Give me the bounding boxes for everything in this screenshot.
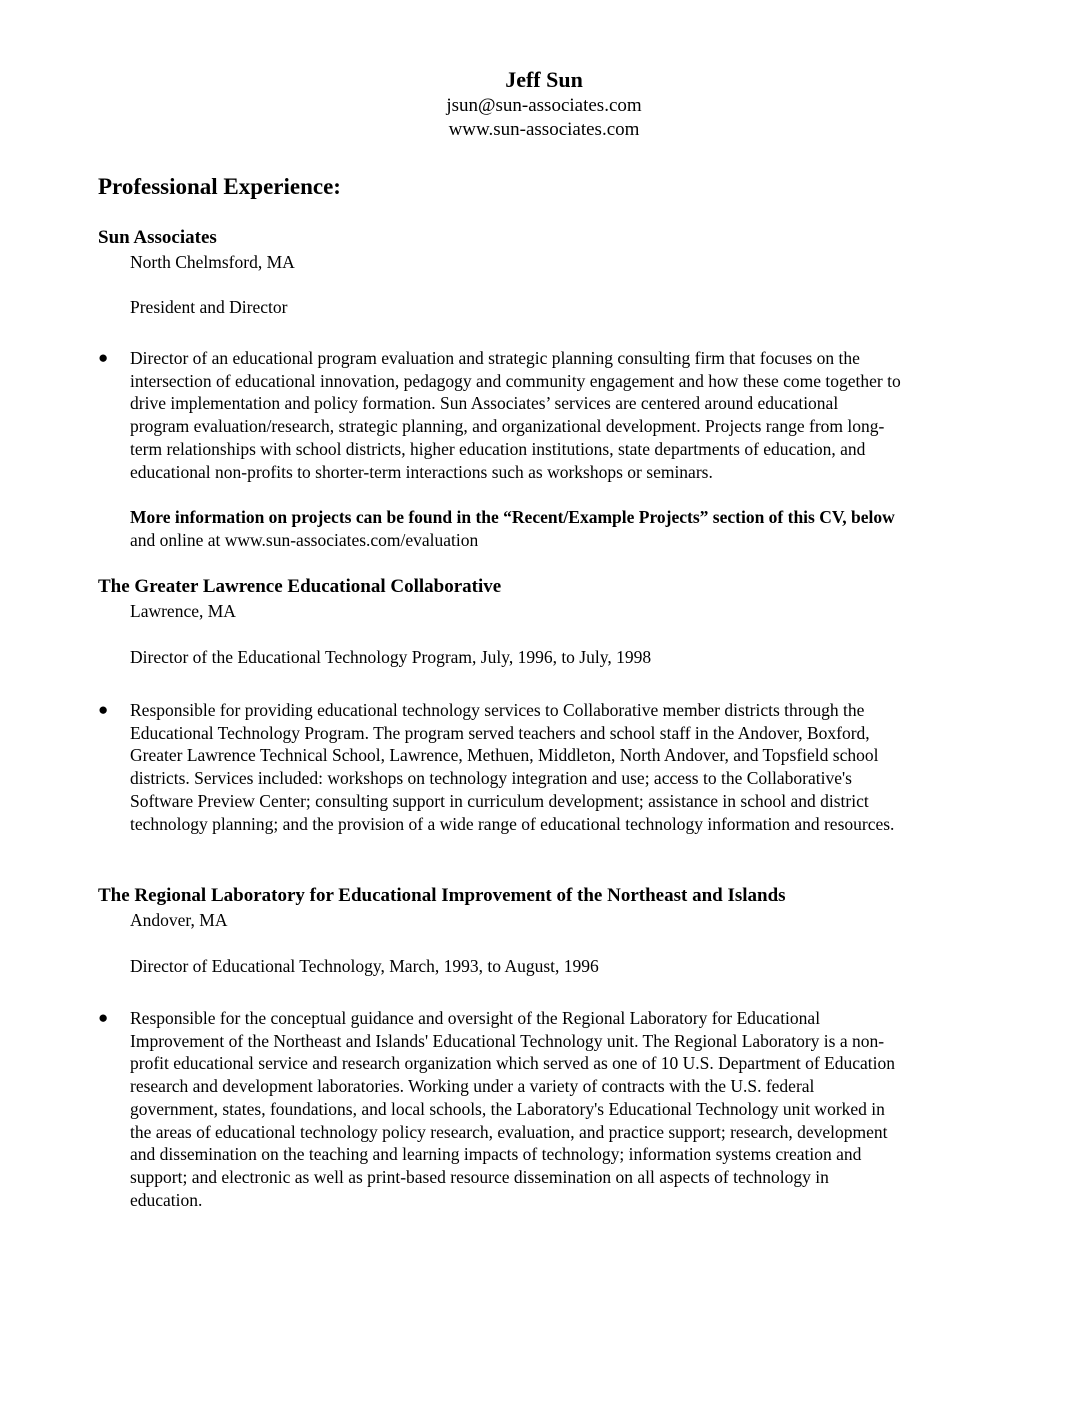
- section-title: Professional Experience:: [98, 174, 341, 199]
- description-line: the areas of educational technology policy research, evaluation, and practice support; research, development: [130, 1121, 888, 1142]
- description-line: Software Preview Center; consulting support in curriculum development; assistance in school and district: [130, 790, 869, 811]
- description-line: Responsible for the conceptual guidance and oversight of the Regional Laboratory for Educational: [130, 1008, 821, 1028]
- bullet-icon: ●: [98, 348, 109, 367]
- job-org: The Greater Lawrence Educational Collaborative: [98, 576, 502, 597]
- bullet-icon: ●: [98, 1008, 109, 1027]
- description-line: Director of an educational program evaluation and strategic planning consulting firm that focuses on the: [130, 348, 860, 368]
- job-role: Director of the Educational Technology Program, July, 1996, to July, 1998: [130, 647, 652, 667]
- job-location: Andover, MA: [130, 910, 228, 930]
- description-line: Responsible for providing educational technology services to Collaborative member districts through the: [130, 700, 865, 720]
- description-line: research and development laboratories. Working under a variety of contracts with the U.S. federal: [130, 1076, 815, 1097]
- description-line: districts. Services included: workshops on technology integration and use; access to the Collaborative's: [130, 768, 852, 789]
- description-line: government, states, foundations, and local schools, the Laboratory's Educational Technology unit worked in: [130, 1098, 885, 1119]
- job-role: President and Director: [130, 297, 288, 317]
- person-name: Jeff Sun: [505, 67, 583, 92]
- description-line: educational non-profits to shorter-term interactions such as workshops or seminars.: [130, 461, 713, 482]
- description-line: technology planning; and the provision of a wide range of educational technology information and resources.: [130, 813, 895, 834]
- description-line: Improvement of the Northeast and Islands' Educational Technology unit. The Regional Laboratory is a non-: [130, 1030, 885, 1051]
- projects-note-bold: More information on projects can be found in the “Recent/Example Projects” section of this CV, below: [130, 507, 895, 527]
- description-line: program evaluation/research, strategic planning, and organizational development. Projects range from long-: [130, 416, 885, 437]
- bullet-icon: ●: [98, 700, 109, 719]
- job-location: North Chelmsford, MA: [130, 252, 295, 272]
- job-location: Lawrence, MA: [130, 601, 236, 621]
- job-description: [130, 699, 1010, 835]
- cv-header: [0, 66, 1088, 142]
- description-line: intersection of educational innovation, pedagogy and community engagement and how these come together to: [130, 370, 901, 391]
- job-description: [130, 347, 1010, 483]
- job-role: Director of Educational Technology, March, 1993, to August, 1996: [130, 956, 599, 976]
- projects-note-link[interactable]: and online at www.sun-associates.com/evaluation: [130, 529, 479, 550]
- description-line: term relationships with school districts, higher education institutions, state departments of education, and: [130, 438, 866, 459]
- email-link[interactable]: jsun@sun-associates.com: [446, 95, 642, 116]
- job-org: Sun Associates: [98, 227, 217, 248]
- description-line: profit educational service and research organization which served as one of 10 U.S. Department of Education: [130, 1053, 896, 1074]
- description-line: drive implementation and policy formation. Sun Associates’ services are centered around educational: [130, 393, 839, 414]
- description-line: and dissemination on the teaching and learning impacts of technology; information systems creation and: [130, 1144, 862, 1165]
- description-line: Educational Technology Program. The program served teachers and school staff in the Andover, Boxford,: [130, 722, 870, 743]
- job-description: [130, 1007, 1010, 1211]
- website-link[interactable]: www.sun-associates.com: [448, 119, 640, 140]
- description-line: education.: [130, 1189, 203, 1210]
- description-line: support; and electronic as well as print-based resource dissemination on all aspects of technology in: [130, 1166, 829, 1187]
- description-line: Greater Lawrence Technical School, Lawrence, Methuen, Middleton, North Andover, and Topsfield school: [130, 745, 879, 766]
- projects-note: [130, 506, 1010, 551]
- job-org: The Regional Laboratory for Educational Improvement of the Northeast and Islands: [98, 885, 786, 906]
